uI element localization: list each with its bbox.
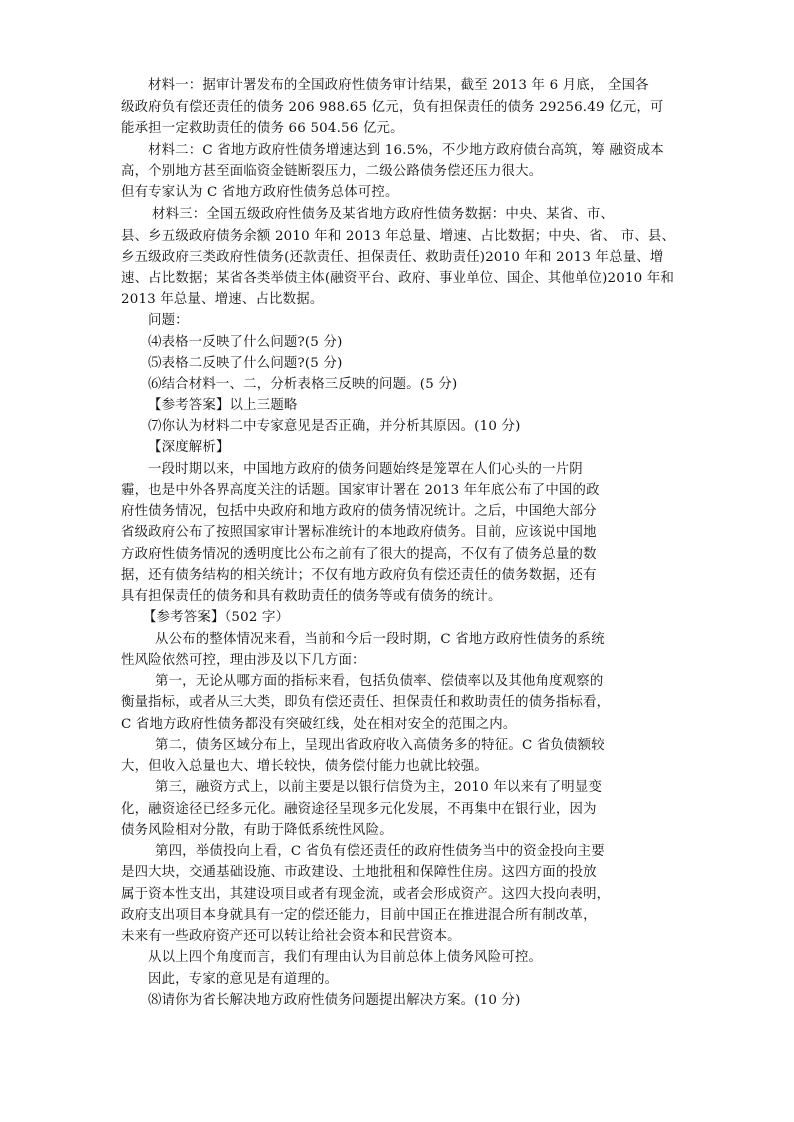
analysis-line-1: 一段时期以来，中国地方政府的债务问题始终是笼罩在人们心头的一片阴	[148, 462, 583, 477]
point-two-line-2: 大，但收入总量也大、增长较快，债务偿付能力也就比较强。	[121, 759, 488, 774]
answer-intro-line-1: 从公布的整体情况来看，当前和今后一段时期，C 省地方政府性债务的系统	[155, 632, 605, 647]
point-three-line-3: 债务风险相对分散，有助于降低系统性风险。	[121, 823, 393, 838]
point-four-line-5: 未来有一些政府资产还可以转让给社会资本和民营资本。	[121, 929, 461, 944]
point-four-line-3: 属于资本性支出，其建设项目或者有现金流，或者会形成资产。这四大投向表明，	[121, 887, 611, 902]
point-one-line-1: 第一，无论从哪方面的指标来看，包括负债率、偿债率以及其他角度观察的	[155, 674, 604, 689]
material-two-line-2: 高，个别地方甚至面临资金链断裂压力，二级公路债务偿还压力很大。	[121, 164, 543, 179]
material-three-line-5: 2013 年总量、增速、占比数据。	[121, 292, 324, 307]
point-three-line-2: 化，融资途径已经多元化。融资途径呈现多元化发展，不再集中在银行业，因为	[121, 802, 597, 817]
analysis-line-5: 方政府性债务情况的透明度比公布之前有了很大的提高，不仅有了债务总量的数	[121, 547, 597, 562]
question-4: ⑷表格一反映了什么问题?(5 分)	[148, 335, 343, 350]
questions-heading: 问题：	[148, 313, 189, 328]
material-three-line-3: 乡五级政府三类政府性债务(还款责任、担保责任、救助责任)2010 年和 2013 年总量、增	[121, 250, 664, 265]
analysis-line-3: 府性债务情况，包括中央政府和地方政府的债务情况统计。之后，中国绝大部分	[121, 504, 597, 519]
point-four-line-2: 是四大块，交通基础设施、市政建设、土地批租和保障性住房。这四方面的投放	[121, 865, 597, 880]
question-8: ⑻请你为省长解决地方政府性债务问题提出解决方案。(10 分)	[148, 993, 521, 1008]
point-one-line-2: 衡量指标，或者从三大类，即负有偿还责任、担保责任和救助责任的债务指标看，	[121, 695, 611, 710]
material-three-line-1: 材料三：全国五级政府性债务及某省地方政府性债务数据：中央、某省、市、	[152, 207, 615, 222]
point-four-line-1: 第四，举债投向上看，C 省负有偿还责任的政府性债务当中的资金投向主要	[155, 844, 605, 859]
analysis-line-7: 具有担保责任的债务和具有救助责任的债务等或有债务的统计。	[121, 589, 502, 604]
material-one-line-3: 能承担一定救助责任的债务 66 504.56 亿元。	[121, 121, 404, 136]
analysis-line-6: 据，还有债务结构的相关统计；不仅有地方政府负有偿还责任的债务数据，还有	[121, 568, 597, 583]
material-three-line-4: 速、占比数据；某省各类举债主体(融资平台、政府、事业单位、国企、其他单位)2010 年和	[121, 271, 675, 286]
expert-opinion-line: 但有专家认为 C 省地方政府性债务总体可控。	[121, 185, 399, 200]
question-7: ⑺你认为材料二中专家意见是否正确，并分析其原因。(10 分)	[148, 419, 521, 434]
conclusion-line-2: 因此，专家的意见是有道理的。	[148, 972, 339, 987]
analysis-line-2: 霾，也是中外各界高度关注的话题。国家审计署在 2013 年年底公布了中国的政	[121, 483, 600, 498]
material-one-line-1: 材料一：据审计署发布的全国政府性债务审计结果，截至 2013 年 6 月底， 全国各	[148, 78, 649, 93]
material-two-line-1: 材料二：C 省地方政府性债务增速达到 16.5%，不少地方政府债台高筑，筹 融资成本	[148, 143, 664, 158]
reference-answer-omitted: 【参考答案】以上三题略	[148, 398, 298, 413]
question-5: ⑸表格二反映了什么问题?(5 分)	[148, 356, 343, 371]
point-two-line-1: 第二，债务区域分布上，呈现出省政府收入高债务多的特征。C 省负债额较	[155, 738, 605, 753]
point-four-line-4: 政府支出项目本身就具有一定的偿还能力，目前中国正在推进混合所有制改革，	[121, 908, 597, 923]
analysis-line-4: 省级政府公布了按照国家审计署标准统计的本地政府债务。目前，应该说中国地	[121, 525, 597, 540]
question-6: ⑹结合材料一、二，分析表格三反映的问题。(5 分)	[148, 377, 458, 392]
point-three-line-1: 第三，融资方式上，以前主要是以银行信贷为主，2010 年以来有了明显变	[155, 780, 603, 795]
point-one-line-3: C 省地方政府性债务都没有突破红线，处在相对安全的范围之内。	[121, 717, 517, 732]
answer-intro-line-2: 性风险依然可控，理由涉及以下几方面：	[121, 653, 366, 668]
material-one-line-2: 级政府负有偿还责任的债务 206 988.65 亿元，负有担保责任的债务 29256.49 亿元，可	[121, 100, 664, 115]
conclusion-line-1: 从以上四个角度而言，我们有理由认为目前总体上债务风险可控。	[148, 950, 543, 965]
material-three-line-2: 县、乡五级政府债务余额 2010 年和 2013 年总量、增速、占比数据；中央、省、 市、县、	[121, 229, 676, 244]
answer-heading: 【参考答案】（502 字）	[143, 610, 290, 625]
deep-analysis-heading: 【深度解析】	[148, 440, 230, 455]
